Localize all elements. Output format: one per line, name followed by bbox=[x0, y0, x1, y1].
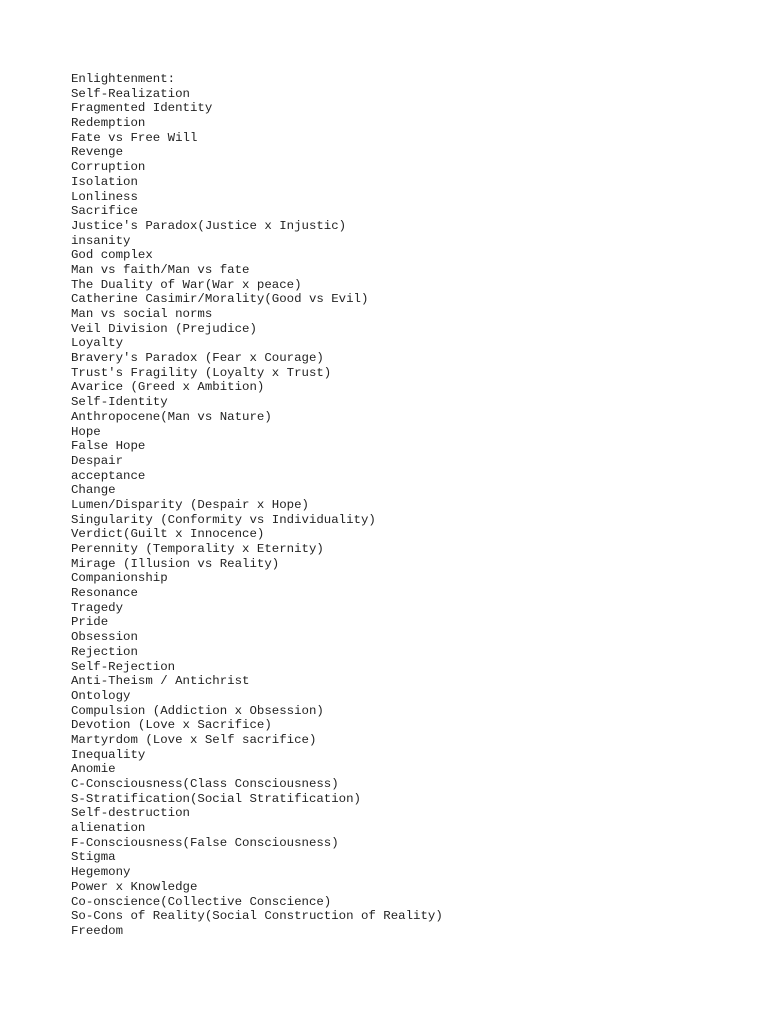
theme-line: Perennity (Temporality x Eternity) bbox=[71, 542, 324, 556]
theme-line: Self-Rejection bbox=[71, 659, 176, 674]
theme-list bbox=[71, 72, 443, 939]
theme-line: C-Consciousness(Class Consciousness) bbox=[71, 777, 339, 791]
theme-line: Trust's Fragility (Loyalty x Trust) bbox=[71, 365, 332, 380]
theme-line: Mirage (Illusion vs Reality) bbox=[71, 556, 280, 571]
theme-line: Hope bbox=[71, 424, 101, 439]
theme-line: Corruption bbox=[71, 160, 146, 175]
theme-line: Bravery's Paradox (Fear x Courage) bbox=[71, 351, 324, 366]
theme-line: Compulsion (Addiction x Obsession) bbox=[71, 703, 324, 718]
theme-line: Self-Realization bbox=[71, 86, 190, 101]
theme-line: Companionship bbox=[71, 571, 168, 586]
theme-line: Devotion (Love x Sacrifice) bbox=[71, 718, 272, 733]
theme-line: Man vs social norms bbox=[71, 307, 213, 321]
theme-line: Martyrdom (Love x Self sacrifice) bbox=[71, 732, 317, 747]
theme-line: Justice's Paradox(Justice x Injustic) bbox=[71, 218, 347, 233]
theme-line: Man vs faith/Man vs fate bbox=[71, 262, 250, 277]
theme-line: Pride bbox=[71, 615, 109, 630]
theme-line: Revenge bbox=[71, 145, 124, 160]
theme-line: insanity bbox=[71, 233, 131, 248]
theme-line: So-Cons of Reality(Social Construction of Reality) bbox=[71, 909, 443, 924]
theme-line: Avarice (Greed x Ambition) bbox=[71, 380, 265, 395]
theme-line: Veil Division (Prejudice) bbox=[71, 321, 257, 336]
theme-line: God complex bbox=[71, 248, 153, 263]
theme-line: Resonance bbox=[71, 586, 138, 601]
theme-line: Co-onscience(Collective Conscience) bbox=[71, 894, 332, 909]
theme-line: Lumen/Disparity (Despair x Hope) bbox=[71, 497, 309, 512]
theme-line: The Duality of War(War x peace) bbox=[71, 277, 302, 292]
theme-line: Power x Knowledge bbox=[71, 879, 198, 894]
theme-line: Lonliness bbox=[71, 189, 138, 204]
theme-line: Catherine Casimir/Morality(Good vs Evil) bbox=[71, 292, 369, 307]
theme-line: Ontology bbox=[71, 688, 131, 703]
theme-line: False Hope bbox=[71, 439, 146, 454]
theme-line: Anomie bbox=[71, 762, 116, 777]
theme-line: Tragedy bbox=[71, 600, 124, 615]
theme-line: Isolation bbox=[71, 174, 138, 189]
theme-line: Freedom bbox=[71, 923, 124, 938]
theme-line: Self-destruction bbox=[71, 806, 190, 821]
theme-line: Change bbox=[71, 483, 116, 498]
theme-line: Sacrifice bbox=[71, 204, 138, 219]
theme-line: Stigma bbox=[71, 850, 116, 865]
theme-line: Rejection bbox=[71, 644, 138, 659]
theme-line: Self-Identity bbox=[71, 395, 168, 410]
theme-line: S-Stratification(Social Stratification) bbox=[71, 791, 361, 806]
theme-line: Inequality bbox=[71, 747, 146, 762]
theme-line: Anthropocene(Man vs Nature) bbox=[71, 409, 272, 424]
theme-line: Fate vs Free Will bbox=[71, 130, 198, 145]
theme-line: Singularity (Conformity vs Individuality) bbox=[71, 512, 376, 527]
theme-line: Loyalty bbox=[71, 336, 124, 351]
theme-line: acceptance bbox=[71, 468, 146, 483]
theme-line: Redemption bbox=[71, 116, 146, 131]
theme-line: Verdict(Guilt x Innocence) bbox=[71, 527, 265, 542]
theme-line: F-Consciousness(False Consciousness) bbox=[71, 835, 339, 850]
theme-line: alienation bbox=[71, 821, 146, 836]
theme-line: Fragmented Identity bbox=[71, 101, 213, 116]
theme-line: Obsession bbox=[71, 630, 138, 645]
theme-line: Anti-Theism / Antichrist bbox=[71, 674, 250, 689]
theme-line: Hegemony bbox=[71, 865, 131, 880]
theme-line: Despair bbox=[71, 453, 124, 468]
theme-line: Enlightenment: bbox=[71, 72, 176, 86]
